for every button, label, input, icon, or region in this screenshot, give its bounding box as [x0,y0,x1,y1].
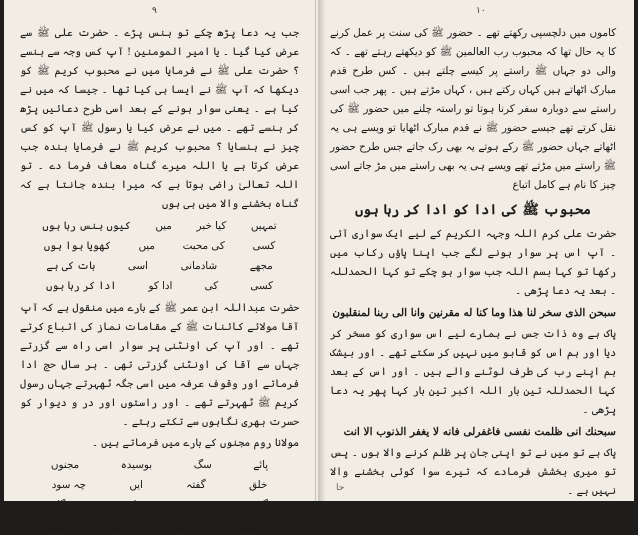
poem-word: شادمانی [180,260,218,272]
poem-block [20,455,299,535]
poem-word: مجنوں [178,499,207,511]
poem-word: ایں [129,479,143,491]
poem-block [20,216,299,296]
paragraph: کاموں میں دلچسپی رکھتے تھے ۔ حضور ﷺ کی سنت پر عمل کرنے کا یہ حال تھا کہ محبوب رب العالمین ﷺ کو دیکھتے رہتے تھے ۔ کہ والی دو جہاں ﷺ راستے پر کیسے چلتے ہیں ۔ کس طرح قدم مبارک اٹھاتے ہیں کہاں رکتے ہیں ، کہاں مڑتے ہیں ۔ پھر جب اسی راستے سے دوبارہ سفر کرنا ہوتا تو راستہ چلنے میں حضور ﷺ کی نقل کرتے تھے جیسے حضور ﷺ نے قدم مبارک اٹھایا تو ویسے ہی یہ اٹھاتے جہاں حضور ﷺ رکے ہوتے یہ بھی رک جاتے جس طرح حضور ﷺ راستے میں مڑتے تھے ویسے ہی یہ بھی راستے میں مڑ جاتے اسی چیز کا نام ہے کامل اتباع [330,27,616,191]
poem-word: بوسیدہ [120,459,153,471]
poem-word: گفتہ [248,499,268,511]
poem-line [20,475,299,495]
poem-word: ایں [122,499,137,511]
poem-line [20,216,299,236]
poem-word: گاہے [51,519,72,531]
poem-line [20,276,299,296]
poem-word: کیوں ہنس رہا ہوں [42,220,131,232]
left-page [4,0,316,531]
poem-word: کی محبت [182,240,225,252]
page-signature-mark: حا [336,483,345,493]
book-spread [4,0,634,531]
poem-word: گاہے [176,519,197,531]
poem-line [20,236,299,256]
poem-word: کی [204,280,219,292]
poem-word: میں [138,240,155,252]
poem-word: میں [155,220,172,232]
paragraph: جب یہ دعا پڑھ چکے تو ہنس پڑے ۔ حضرت علی ﷺ سے عرض کیا گیا ۔ یا امیر المومنین ! آپ کس وجہ سے ہنسے ؟ حضرت علی ﷺ نے فرمایا میں نے محبوب کریم ﷺ کو دیکھا کہ آپ ﷺ نے ایسا ہی کیا تھا ۔ جیسا کہ میں نے کیا ہے ۔ یعنی سوار ہونے کے بعد اسی طرح دعائیں پڑھ کر ہنسے تھے ۔ میں نے عرض کیا یا رسول ﷺ آپ کو کس چیز نے ہنسایا ؟ محبوب کریم ﷺ نے فرمایا بندہ جب عرض کرتا ہے یا اللہ میرے گناہ معاف فرما دے ۔ تو اللہ تعالیٰ راضی ہوتا ہے کہ میرا بندہ جانتا ہے کہ گناہ بخشنے والا میں ہی ہوں [20,27,299,210]
poem-word: کھویا ہوا ہوں [43,240,111,252]
poem-word: بات کی ہے [46,260,96,272]
right-page [316,0,634,501]
poem-word: سگ [193,459,212,471]
poem-word: کسی [252,240,276,252]
poem-word: ادا کر رہا ہوں [46,280,117,292]
poem-word: گاہے [114,519,135,531]
poem-word: اسی [127,260,148,272]
poem-line [20,515,299,535]
poem-word: کیا خبر [196,220,227,232]
paragraph: حضرت عبداللہ ابن عمر ﷺ کے بارے میں منقول ہے کہ آپ آقا مولائے کائنات ﷺ کے مقامات نماز کی اتباع کرتے تھے ۔ اور آپ کی اونٹنی پر سوار اسی راہ سے گزرتے جہاں سے آقا کی اونٹنی گزرتی تھی ۔ ہر سال حج ادا فرماتے اور وقوف عرفہ میں اسی جگہ ٹھہرتے جہاں رسول کریم ﷺ ٹھہرتے تھے ۔ اور راستوں اور در و دیوار کو حسرت بھری نگاہوں سے تکتے رہتے ۔ [20,302,299,428]
paragraph: پاک ہے وہ ذات جس نے ہمارے لیے اس سواری کو مسخر کر دیا اور ہم اس کو قابو میں نہیں کر سکتے تھے ۔ اور بیشک ہم اپنے رب کی طرف لوٹنے والے ہیں ۔ اور اس کے بعد کہا الحمدللہ تین بار اللہ اکبر تین بار کہا پھر یہ دعا پڑھی ۔ [330,328,616,416]
poem-line [20,495,299,515]
poem-line [20,256,299,276]
arabic-dua: سبحن الذی سخر لنا هذا وما كنا له مقرنین وانا الی ربنا لمنقلبون [332,307,616,319]
page-number-left: ۹ [152,6,157,16]
paragraph: حضرت علی کرم اللہ وجہہ الکریم کے لیے ایک سواری آئی ۔ آپ اس پر سوار ہونے لگے جب اپنا پاؤں رکاب میں رکھا تو کہا بسم اللہ جب سوار ہو چکے تو کہا الحمدللہ ۔ بعد یہ دعا پڑھی ۔ [330,228,616,297]
poem-word: چہ گاہ [51,499,81,511]
poem-word: خلق [248,479,268,491]
poem-word: مجھے [249,260,273,272]
page-number-right: ۱۰ [476,6,486,16]
poem-line [20,455,299,475]
paragraph: مولانا روم مجنوں کے بارے میں فرماتے ہیں ۔ [91,437,299,449]
poem-word: چہ سود [51,479,86,491]
poem-word: پائے [253,459,269,471]
arabic-dua: سبحنك انی ظلمت نفسی فاغفرلی فانه لا یغفر الذنوب الا انت [343,426,616,438]
paragraph: پاک ہے تو میں نے تو اپنی جان پر ظلم کرنے والا ہوں ۔ پس تو میری بخشش فرمادے کہ تیرے سوا کوئی بخشنے والا نہیں ہے ۔ [330,447,616,497]
poem-word: مجنوں [239,519,268,531]
poem-word: گفتہ [186,479,206,491]
section-heading: محبوب ﷺ کی ادا کو ادا کر رہا ہوں [355,202,591,218]
poem-word: کسی [250,280,273,292]
poem-word: تمہیں [250,220,277,232]
poem-word: مجنوں [50,459,80,471]
poem-word: ادا کو [148,280,173,292]
